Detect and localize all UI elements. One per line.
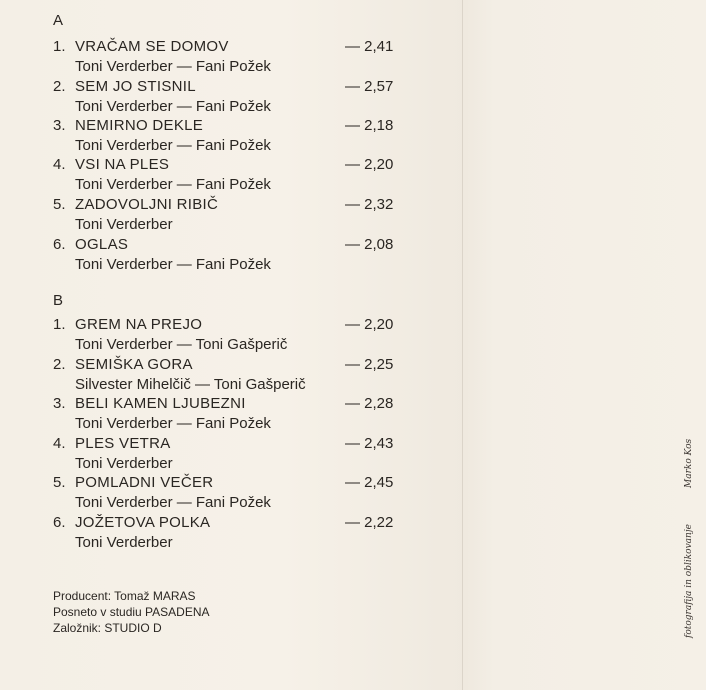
track-number: 2. [53, 356, 66, 373]
publisher-credit: Založnik: STUDIO D [53, 621, 162, 635]
track-number: 6. [53, 514, 66, 531]
track-authors: Toni Verderber [75, 455, 173, 472]
track-title: VSI NA PLES [75, 156, 170, 173]
track-title: BELI KAMEN LJUBEZNI [75, 395, 246, 412]
track-number: 5. [53, 474, 66, 491]
track-duration: — 2,28 [345, 395, 394, 412]
photo-credit-name: Marko Kos [684, 438, 694, 488]
track-title: SEMIŠKA GORA [75, 356, 193, 373]
track-title: VRAČAM SE DOMOV [75, 38, 229, 55]
photo-credit-signature [684, 388, 706, 658]
track-title: JOŽETOVA POLKA [75, 514, 211, 531]
track-duration: — 2,18 [345, 117, 394, 134]
track-duration: — 2,32 [345, 196, 394, 213]
track-duration: — 2,22 [345, 514, 394, 531]
track-authors: Toni Verderber — Fani Požek [75, 98, 271, 115]
track-authors: Silvester Mihelčič — Toni Gašperič [75, 376, 306, 393]
track-number: 2. [53, 78, 66, 95]
track-number: 3. [53, 395, 66, 412]
track-title: SEM JO STISNIL [75, 78, 196, 95]
track-number: 5. [53, 196, 66, 213]
track-duration: — 2,45 [345, 474, 394, 491]
track-authors: Toni Verderber — Fani Požek [75, 137, 271, 154]
track-duration: — 2,20 [345, 316, 394, 333]
track-number: 1. [53, 316, 66, 333]
track-authors: Toni Verderber [75, 534, 173, 551]
track-duration: — 2,57 [345, 78, 394, 95]
track-authors: Toni Verderber — Fani Požek [75, 256, 271, 273]
track-number: 1. [53, 38, 66, 55]
track-title: OGLAS [75, 236, 129, 253]
track-authors: Toni Verderber — Fani Požek [75, 494, 271, 511]
track-number: 4. [53, 435, 66, 452]
production-credits [53, 588, 210, 636]
track-number: 6. [53, 236, 66, 253]
track-title: GREM NA PREJO [75, 316, 203, 333]
side-a-label: A [53, 12, 64, 29]
track-authors: Toni Verderber — Fani Požek [75, 58, 271, 75]
photo-credit-line: fotografija in oblikovanje [684, 524, 694, 638]
track-title: ZADOVOLJNI RIBIČ [75, 196, 219, 213]
track-duration: — 2,43 [345, 435, 394, 452]
track-duration: — 2,20 [345, 156, 394, 173]
fold-line [462, 0, 463, 690]
track-authors: Toni Verderber — Fani Požek [75, 176, 271, 193]
producer-credit: Producent: Tomaž MARAS [53, 589, 196, 603]
track-duration: — 2,25 [345, 356, 394, 373]
studio-credit: Posneto v studiu PASADENA [53, 605, 210, 619]
track-number: 3. [53, 117, 66, 134]
track-duration: — 2,41 [345, 38, 394, 55]
track-duration: — 2,08 [345, 236, 394, 253]
track-authors: Toni Verderber — Toni Gašperič [75, 336, 288, 353]
track-number: 4. [53, 156, 66, 173]
side-b-label: B [53, 292, 64, 309]
track-authors: Toni Verderber [75, 216, 173, 233]
track-title: PLES VETRA [75, 435, 171, 452]
track-title: POMLADNI VEČER [75, 474, 214, 491]
track-authors: Toni Verderber — Fani Požek [75, 415, 271, 432]
track-title: NEMIRNO DEKLE [75, 117, 204, 134]
